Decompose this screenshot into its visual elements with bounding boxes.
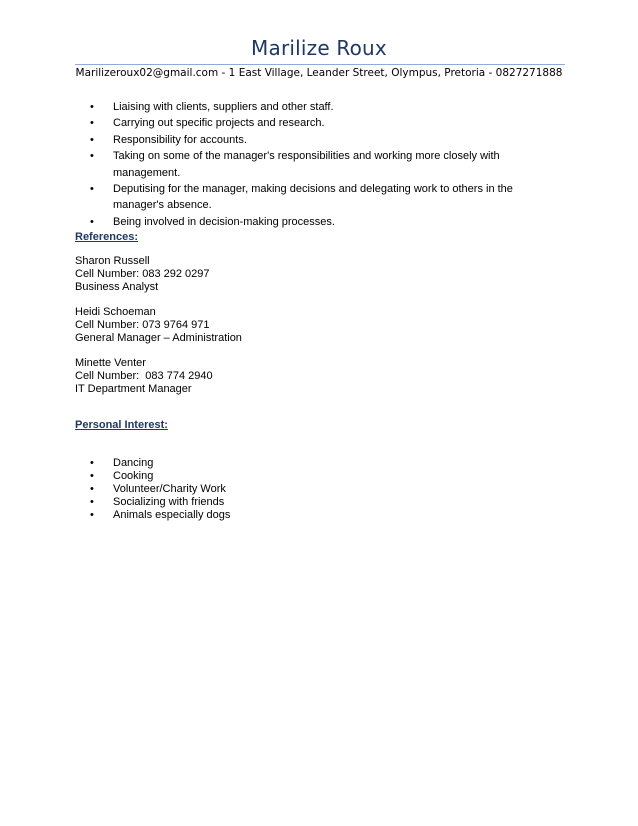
list-item [90,470,230,483]
duty-text: Liaising with clients, suppliers and other staff. [113,101,334,113]
interests-list [90,457,230,522]
duties-list [90,99,560,230]
list-item [90,132,560,148]
interest-text: Socializing with friends [113,495,225,508]
reference-entry [75,255,242,294]
interest-text: Cooking [113,469,154,482]
references-heading: References: [75,231,138,243]
list-item [90,496,230,509]
reference-name: Heidi Schoeman [75,306,156,319]
list-item [90,483,230,496]
reference-phone: Cell Number: 083 292 0297 [75,267,210,280]
list-item [90,148,560,181]
duty-text: Being involved in decision-making processes. [113,215,335,228]
bullet-icon: • [90,495,94,508]
reference-phone: Cell Number: 083 774 2940 [75,370,213,383]
reference-entry [75,306,242,345]
reference-title: IT Department Manager [75,383,192,396]
interest-text: Animals especially dogs [113,508,231,521]
personal-interest-heading: Personal Interest: [75,419,168,431]
list-item [90,509,230,522]
reference-name: Sharon Russell [75,255,150,267]
bullet-icon: • [90,183,94,196]
list-item [90,99,560,115]
interest-text: Volunteer/Charity Work [113,482,226,495]
bullet-icon: • [90,150,94,163]
header-divider [75,64,565,65]
bullet-icon: • [90,482,94,495]
reference-phone: Cell Number: 073 9764 971 [75,319,210,332]
candidate-name: Marilize Roux [251,36,387,60]
list-item [90,181,560,214]
interest-text: Dancing [113,457,154,469]
contact-line: Marilizeroux02@gmail.com - 1 East Village, Leander Street, Olympus, Pretoria - 0827271888 [75,67,563,79]
bullet-icon: • [90,469,94,482]
references-list [75,255,242,409]
bullet-icon: • [90,215,94,228]
bullet-icon: • [90,117,94,130]
bullet-icon: • [90,101,94,113]
duty-text: Responsibility for accounts. [113,133,247,146]
reference-title: Business Analyst [75,280,159,293]
list-item [90,115,560,131]
list-item [90,457,230,470]
duty-text: Carrying out specific projects and research. [113,117,325,130]
bullet-icon: • [90,457,94,469]
duty-text: Taking on some of the manager's responsibilities and working more closely with management. [113,150,500,179]
reference-title: General Manager – Administration [75,332,242,345]
bullet-icon: • [90,133,94,146]
bullet-icon: • [90,508,94,521]
reference-entry [75,357,242,396]
duty-text: Deputising for the manager, making decisions and delegating work to others in the manager's absence. [113,183,513,212]
list-item [90,214,560,230]
reference-name: Minette Venter [75,357,146,370]
